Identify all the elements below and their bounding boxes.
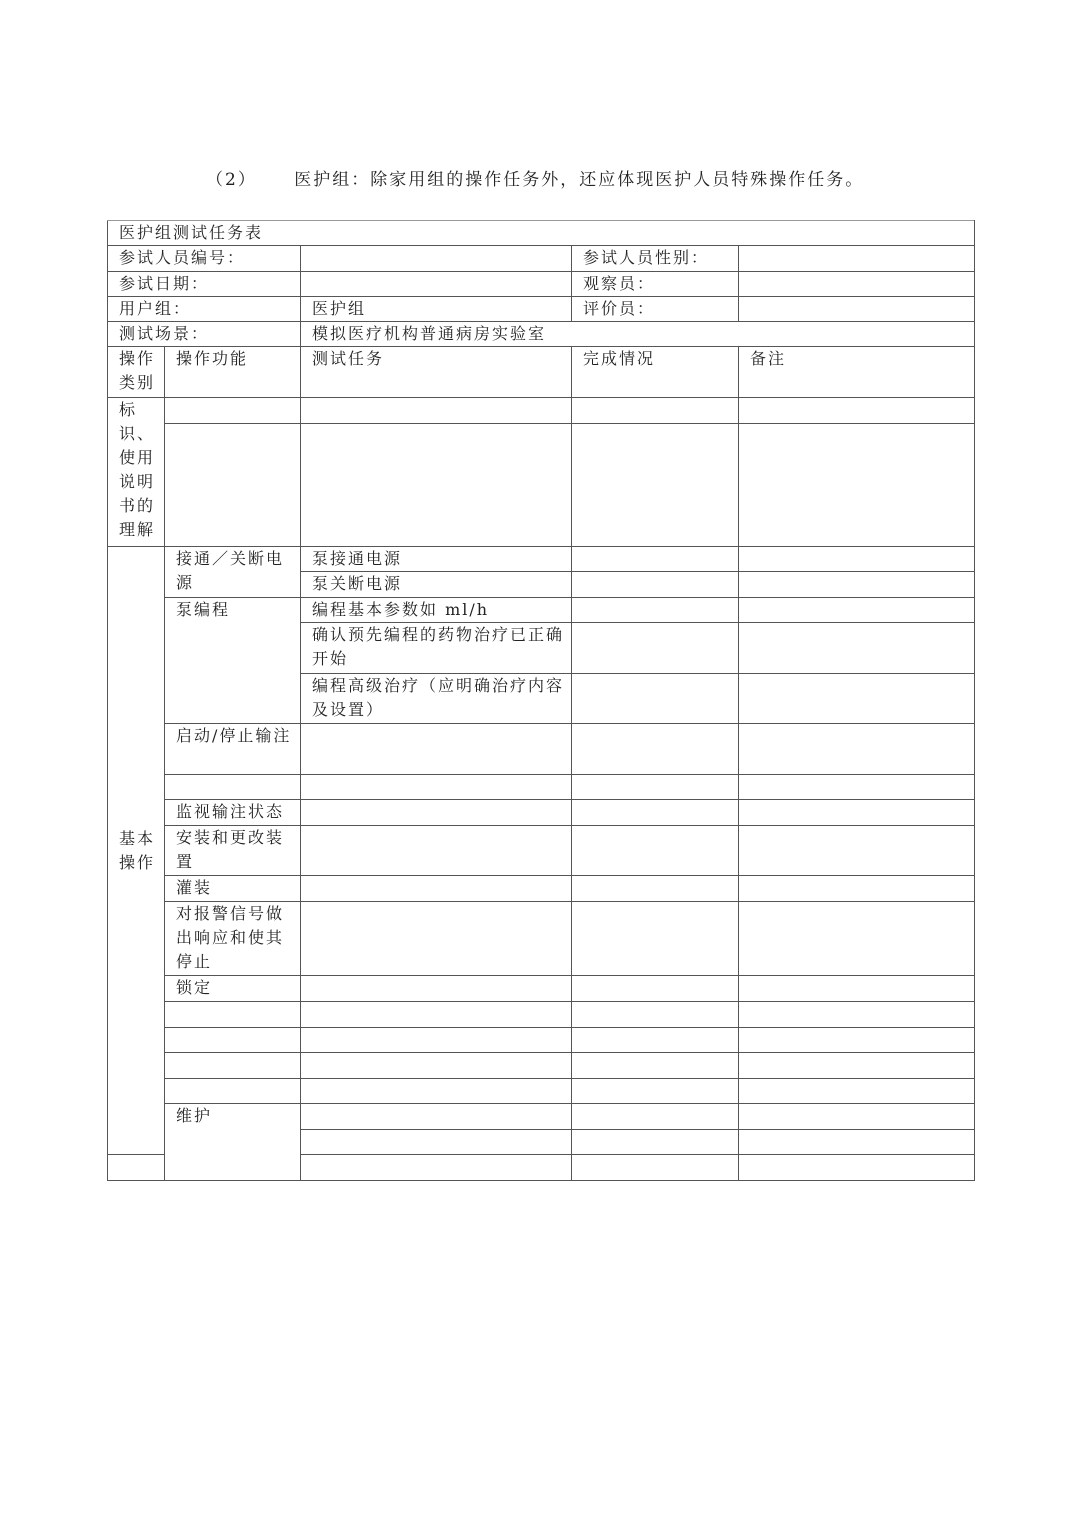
table-row bbox=[108, 876, 975, 902]
info-row-user-group bbox=[108, 297, 975, 322]
evaluator-value bbox=[739, 297, 975, 322]
observer-label: 观察员： bbox=[572, 272, 739, 297]
function-alarm: 对报警信号做出响应和使其停止 bbox=[165, 902, 301, 976]
function-install: 安装和更改装置 bbox=[165, 826, 301, 876]
info-row-participant-id bbox=[108, 246, 975, 272]
scenario-value: 模拟医疗机构普通病房实验室 bbox=[301, 322, 975, 347]
participant-gender-label: 参试人员性别： bbox=[572, 246, 739, 272]
scenario-label: 测试场景： bbox=[108, 322, 301, 347]
header-row bbox=[108, 347, 975, 398]
table-title: 医护组测试任务表 bbox=[108, 221, 975, 246]
info-row-date bbox=[108, 272, 975, 297]
function-lock: 锁定 bbox=[165, 976, 301, 1002]
table-row bbox=[108, 1053, 975, 1079]
table-row bbox=[108, 1028, 975, 1053]
medical-test-task-table bbox=[107, 220, 975, 1181]
observer-value bbox=[739, 272, 975, 297]
category-labels: 标识、使用说明书的理解 bbox=[108, 398, 165, 547]
table-row bbox=[108, 1079, 975, 1104]
function-prime: 灌装 bbox=[165, 876, 301, 902]
table-row bbox=[108, 598, 975, 623]
function-power: 接通／关断电源 bbox=[165, 547, 301, 598]
category-maintenance: 维护 bbox=[165, 1104, 301, 1181]
intro-number: （2） bbox=[206, 170, 257, 190]
header-function: 操作功能 bbox=[165, 347, 301, 398]
table-row bbox=[108, 398, 975, 424]
test-date-value bbox=[301, 272, 572, 297]
task-program-advanced: 编程高级治疗（应明确治疗内容及设置） bbox=[301, 674, 572, 724]
table-row bbox=[108, 424, 975, 547]
function-program: 泵编程 bbox=[165, 598, 301, 724]
table-row bbox=[108, 1002, 975, 1028]
evaluator-label: 评价员： bbox=[572, 297, 739, 322]
table-row bbox=[108, 547, 975, 572]
user-group-label: 用户组： bbox=[108, 297, 301, 322]
table-row bbox=[108, 724, 975, 775]
header-task: 测试任务 bbox=[301, 347, 572, 398]
header-category: 操作类别 bbox=[108, 347, 165, 398]
category-basic-operations: 基本操作 bbox=[108, 547, 165, 1155]
table-row bbox=[108, 1104, 975, 1130]
table-row bbox=[108, 800, 975, 826]
task-confirm-preprogram: 确认预先编程的药物治疗已正确开始 bbox=[301, 623, 572, 674]
table-row bbox=[108, 976, 975, 1002]
intro-paragraph bbox=[206, 165, 864, 190]
header-notes: 备注 bbox=[739, 347, 975, 398]
function-monitor: 监视输注状态 bbox=[165, 800, 301, 826]
function-start-stop: 启动/停止输注 bbox=[165, 724, 301, 775]
participant-id-label: 参试人员编号： bbox=[108, 246, 301, 272]
intro-text: 医护组：除家用组的操作任务外，还应体现医护人员特殊操作任务。 bbox=[294, 170, 865, 190]
participant-id-value bbox=[301, 246, 572, 272]
user-group-value: 医护组 bbox=[301, 297, 572, 322]
test-date-label: 参试日期： bbox=[108, 272, 301, 297]
table-row bbox=[108, 826, 975, 876]
info-row-scenario bbox=[108, 322, 975, 347]
task-power-off: 泵关断电源 bbox=[301, 572, 572, 598]
task-power-on: 泵接通电源 bbox=[301, 547, 572, 572]
task-program-basic: 编程基本参数如 ml/h bbox=[301, 598, 572, 623]
participant-gender-value bbox=[739, 246, 975, 272]
table-row bbox=[108, 775, 975, 800]
header-status: 完成情况 bbox=[572, 347, 739, 398]
table-row bbox=[108, 902, 975, 976]
